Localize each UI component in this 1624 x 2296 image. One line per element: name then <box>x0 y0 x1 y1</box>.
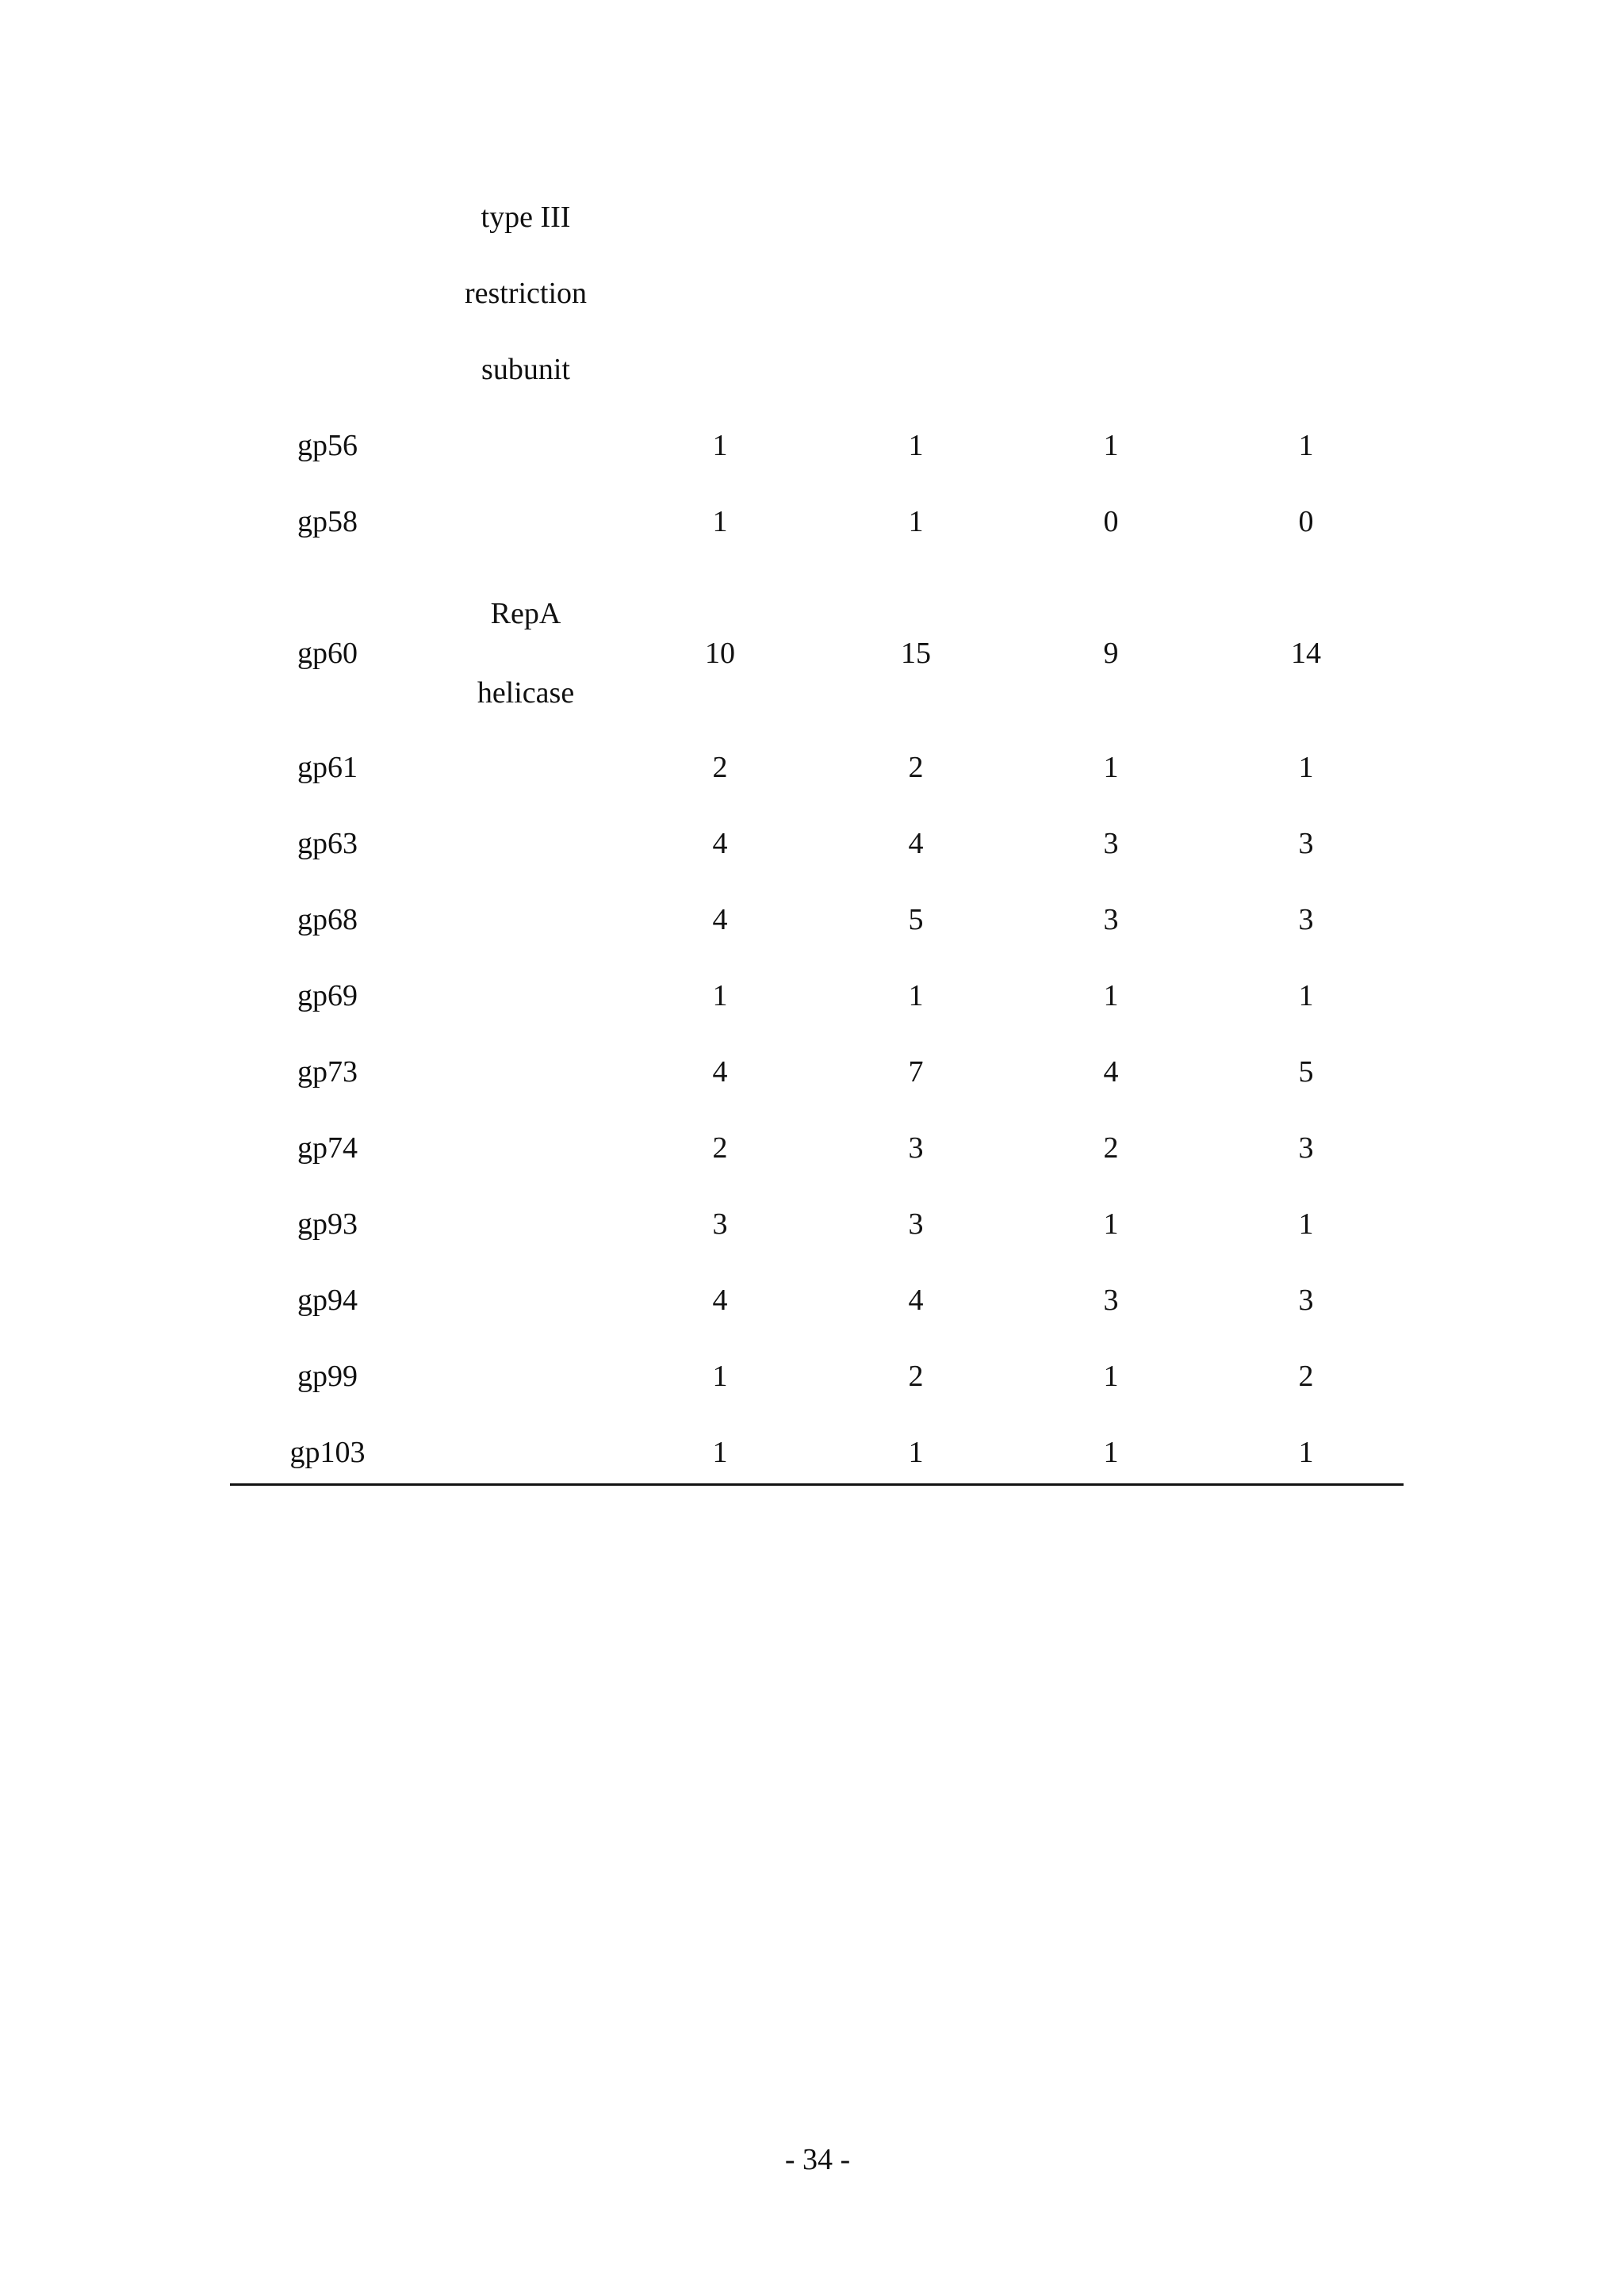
value-cell: 1 <box>1103 751 1119 784</box>
value-cell: 1 <box>1103 1436 1119 1469</box>
gene-name: gp69 <box>297 979 358 1012</box>
value-cell: 2 <box>1298 1360 1314 1393</box>
value-cell: 3 <box>1298 1284 1314 1317</box>
value-cell: 2 <box>908 1360 924 1393</box>
value-cell: 1 <box>908 505 924 538</box>
table-bottom-rule <box>230 1483 1404 1486</box>
page-number: - 34 - <box>784 2143 851 2176</box>
value-cell: 1 <box>908 1436 924 1469</box>
gene-name: gp93 <box>297 1207 358 1241</box>
value-cell: 3 <box>1298 903 1314 936</box>
value-cell: 4 <box>712 1055 728 1089</box>
value-cell: 1 <box>1298 1436 1314 1469</box>
gene-name: gp60 <box>297 637 358 670</box>
value-cell: 1 <box>1298 751 1314 784</box>
value-cell: 4 <box>712 903 728 936</box>
value-cell: 3 <box>908 1131 924 1165</box>
value-cell: 1 <box>1103 1360 1119 1393</box>
value-cell: 14 <box>1291 637 1321 670</box>
value-cell: 2 <box>908 751 924 784</box>
value-cell: 2 <box>712 1131 728 1165</box>
value-cell: 4 <box>712 827 728 860</box>
gene-name: gp99 <box>297 1360 358 1393</box>
function-text-continued: type III <box>481 201 571 234</box>
value-cell: 4 <box>908 827 924 860</box>
value-cell: 1 <box>712 1360 728 1393</box>
value-cell: 5 <box>1298 1055 1314 1089</box>
gene-name: gp74 <box>297 1131 358 1165</box>
value-cell: 3 <box>908 1207 924 1241</box>
value-cell: 4 <box>908 1284 924 1317</box>
value-cell: 9 <box>1103 637 1119 670</box>
value-cell: 1 <box>1103 1207 1119 1241</box>
gene-name: gp73 <box>297 1055 358 1089</box>
value-cell: 5 <box>908 903 924 936</box>
value-cell: 1 <box>712 979 728 1012</box>
value-cell: 4 <box>712 1284 728 1317</box>
gene-name: gp68 <box>297 903 358 936</box>
value-cell: 1 <box>1298 979 1314 1012</box>
gene-name: gp58 <box>297 505 358 538</box>
function-text-continued: restriction <box>464 277 588 310</box>
gene-name: gp63 <box>297 827 358 860</box>
value-cell: 1 <box>908 429 924 462</box>
value-cell: 3 <box>712 1207 728 1241</box>
value-cell: 1 <box>712 429 728 462</box>
value-cell: 1 <box>712 1436 728 1469</box>
gene-name: gp94 <box>297 1284 358 1317</box>
gene-name: gp56 <box>297 429 358 462</box>
value-cell: 15 <box>901 637 931 670</box>
value-cell: 1 <box>1103 979 1119 1012</box>
value-cell: 2 <box>1103 1131 1119 1165</box>
value-cell: 3 <box>1103 1284 1119 1317</box>
value-cell: 3 <box>1103 827 1119 860</box>
function-text: helicase <box>477 676 575 710</box>
value-cell: 3 <box>1103 903 1119 936</box>
function-text: RepA <box>490 597 561 630</box>
value-cell: 4 <box>1103 1055 1119 1089</box>
value-cell: 3 <box>1298 827 1314 860</box>
value-cell: 10 <box>705 637 735 670</box>
gene-name: gp103 <box>289 1436 366 1469</box>
gene-name: gp61 <box>297 751 358 784</box>
value-cell: 7 <box>908 1055 924 1089</box>
function-text-continued: subunit <box>481 353 570 386</box>
value-cell: 1 <box>1298 429 1314 462</box>
value-cell: 0 <box>1103 505 1119 538</box>
value-cell: 2 <box>712 751 728 784</box>
value-cell: 0 <box>1298 505 1314 538</box>
value-cell: 3 <box>1298 1131 1314 1165</box>
value-cell: 1 <box>712 505 728 538</box>
value-cell: 1 <box>1298 1207 1314 1241</box>
value-cell: 1 <box>1103 429 1119 462</box>
value-cell: 1 <box>908 979 924 1012</box>
